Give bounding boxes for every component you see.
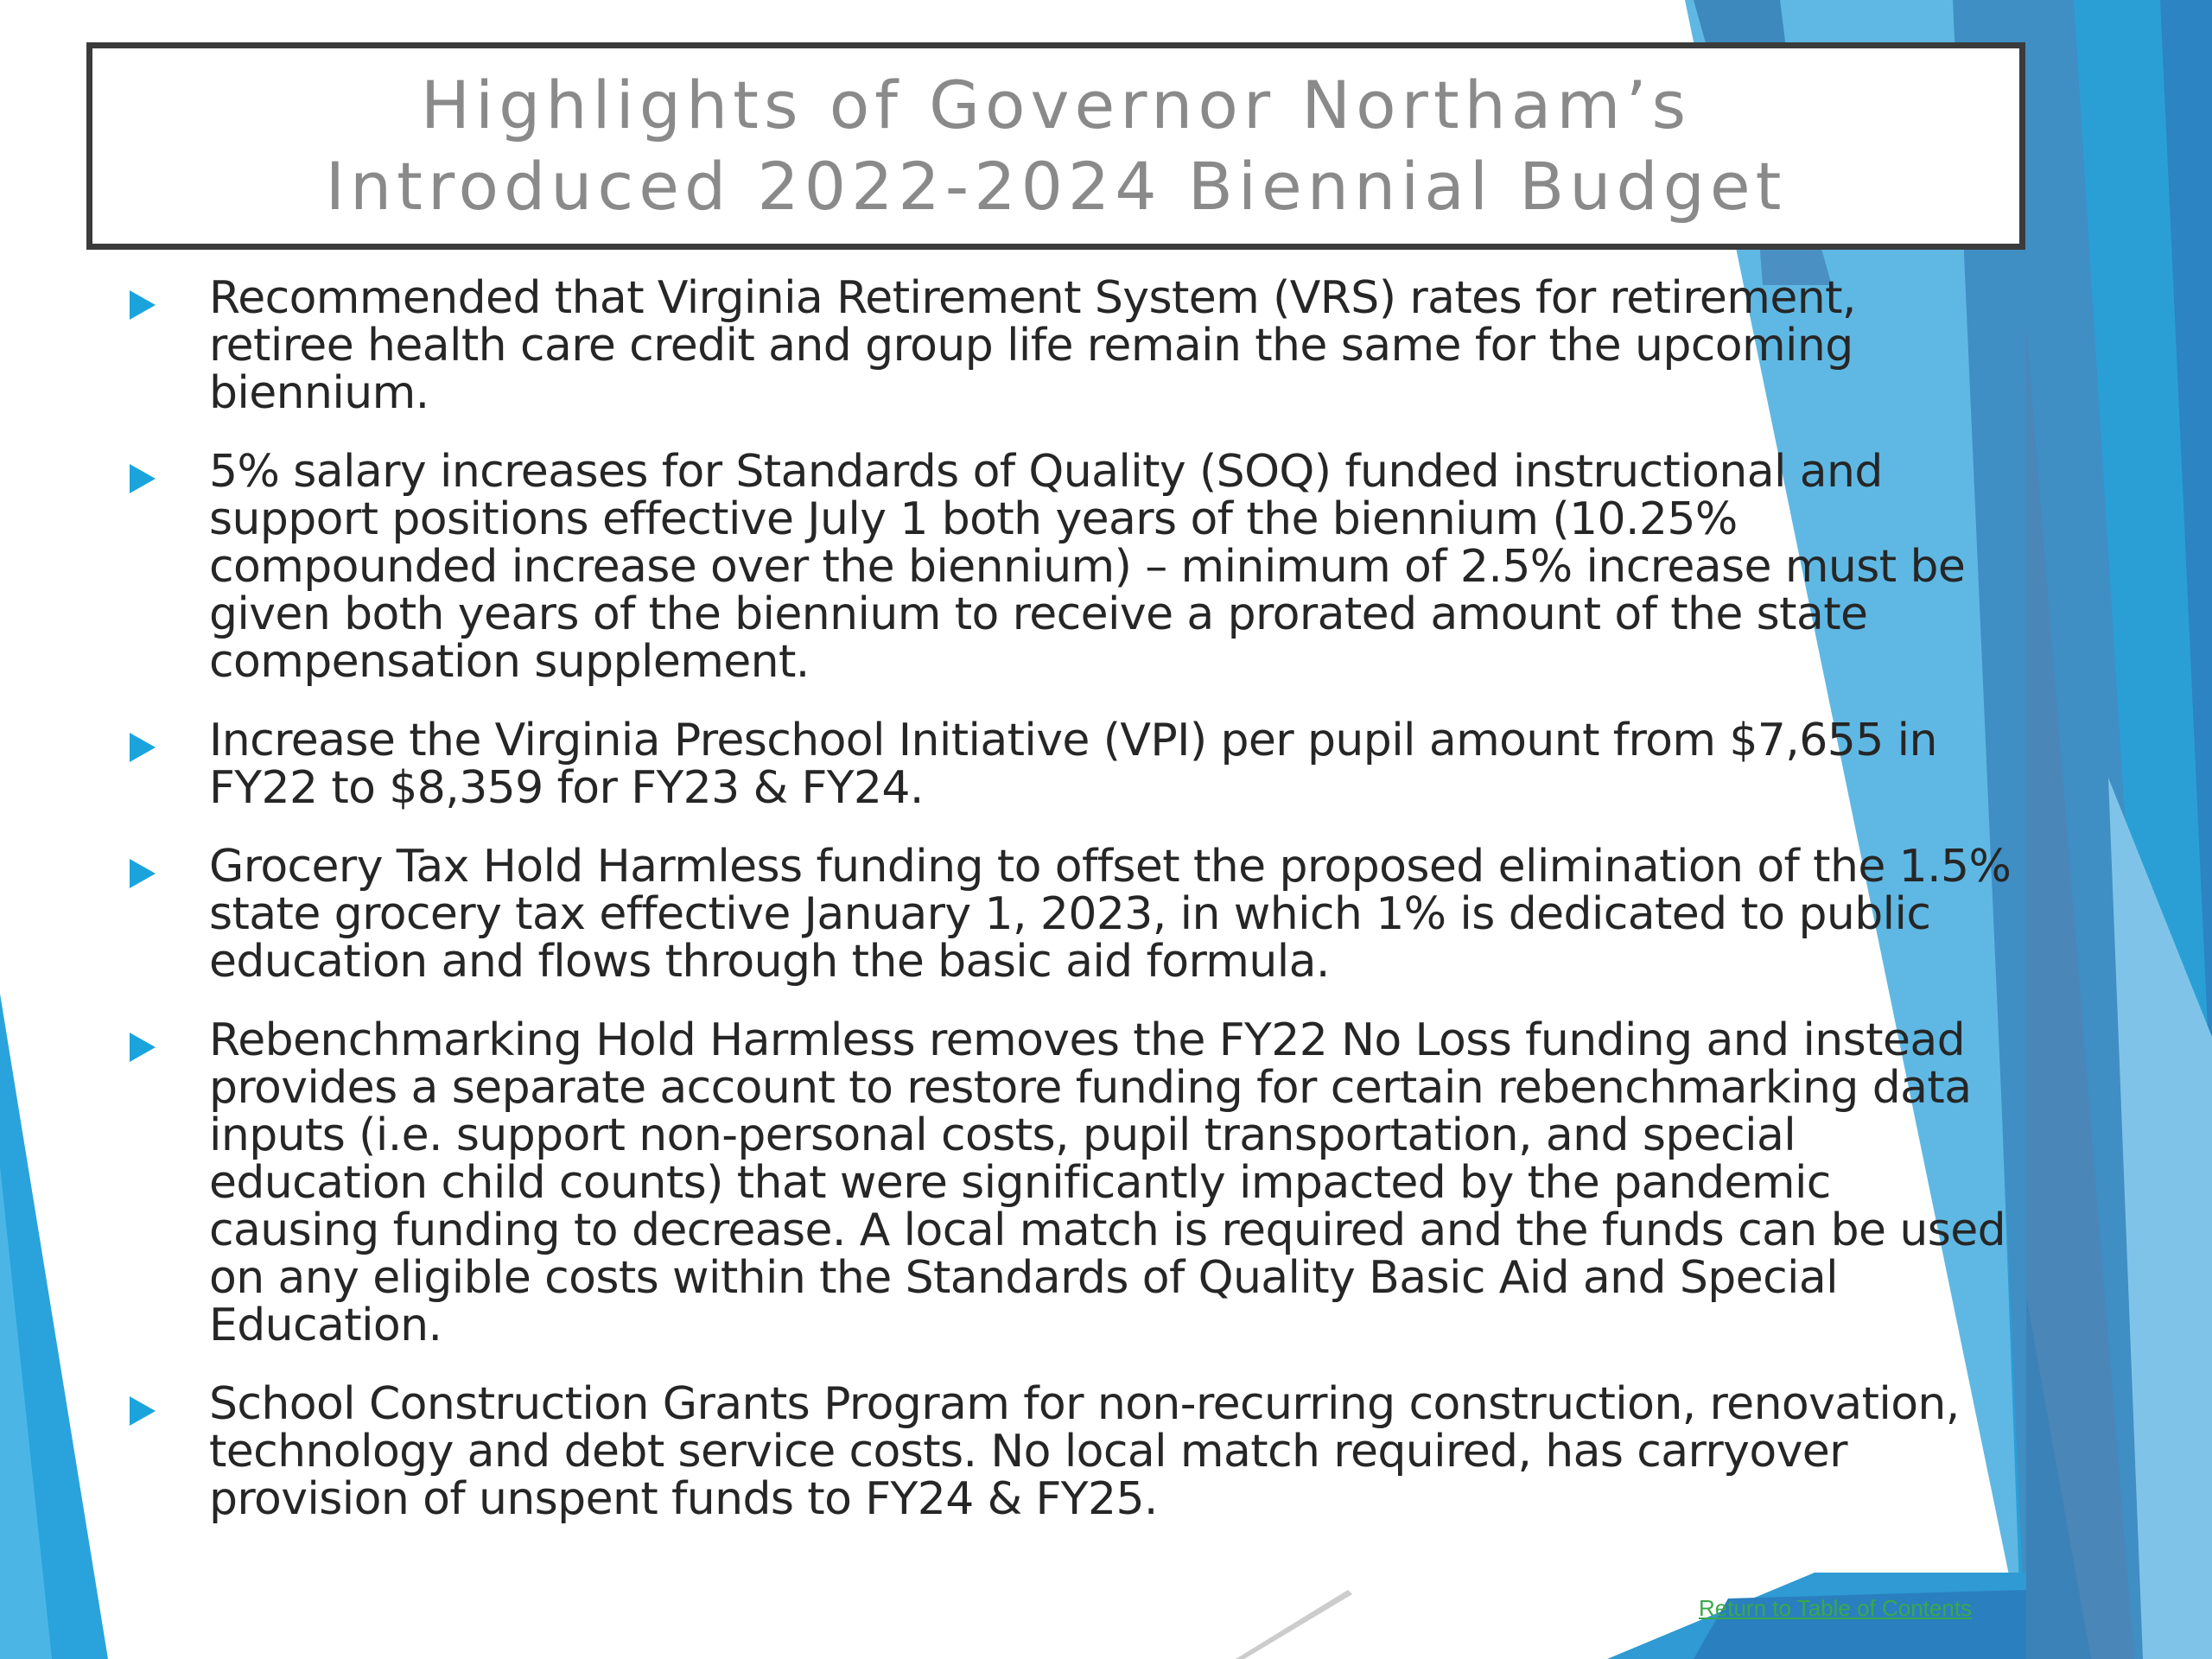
bullet-item xyxy=(121,843,2013,986)
bullet-text: Grocery Tax Hold Harmless funding to offset the proposed elimination of the 1.5% state grocery tax effective January 1, 2023, in which 1% is dedicated to public education and flows through the basic aid formula. xyxy=(209,841,2012,988)
triangle-bullet-icon xyxy=(130,859,156,888)
title-line-2: Introduced 2022-2024 Biennial Budget xyxy=(325,148,1787,225)
bullet-text: 5% salary increases for Standards of Quality (SOQ) funded instructional and support positions effective July 1 both years of the biennium (10.25% compounded increase over the biennium) – minimum of 2.5% increase must be given both years of the biennium to receive a prorated amount of the state compensation supplement. xyxy=(209,446,1966,688)
bullet-text: School Construction Grants Program for non-recurring construction, renovation, technology and debt service costs. No local match required, has carryover provision of unspent funds to FY24 & FY25. xyxy=(209,1378,1960,1525)
bullet-item xyxy=(121,448,2013,686)
triangle-bullet-icon xyxy=(130,290,156,320)
bullet-text: Rebenchmarking Hold Harmless removes the FY22 No Loss funding and instead provides a separate account to restore funding for certain rebenchmarking data inputs (i.e. support non-personal costs, pupil transportation, and special education child counts) that were significantly impacted by the pandemic causing funding to decrease. A local match is required and the funds can be used on any eligible costs within the Standards of Quality Basic Aid and Special Education. xyxy=(209,1014,2006,1351)
bullet-text: Increase the Virginia Preschool Initiative (VPI) per pupil amount from $7,655 in FY22 to $8,359 for FY23 & FY24. xyxy=(209,715,1937,814)
bullet-text: Recommended that Virginia Retirement System (VRS) rates for retirement, retiree health care credit and group life remain the same for the upcoming biennium. xyxy=(209,272,1856,419)
title-box xyxy=(86,42,2025,250)
bullet-item xyxy=(121,272,2013,419)
return-to-toc-link[interactable]: Return to Table of Contents xyxy=(1699,1595,1973,1621)
bullet-item xyxy=(121,717,2013,812)
triangle-bullet-icon xyxy=(130,464,156,493)
bullet-item xyxy=(121,1378,2013,1525)
title-line-1: Highlights of Governor Northam’s xyxy=(420,67,1692,143)
bullet-item xyxy=(121,1014,2013,1351)
triangle-bullet-icon xyxy=(130,1396,156,1426)
triangle-bullet-icon xyxy=(130,1033,156,1062)
bullet-list xyxy=(121,272,2013,1554)
triangle-bullet-icon xyxy=(130,733,156,762)
